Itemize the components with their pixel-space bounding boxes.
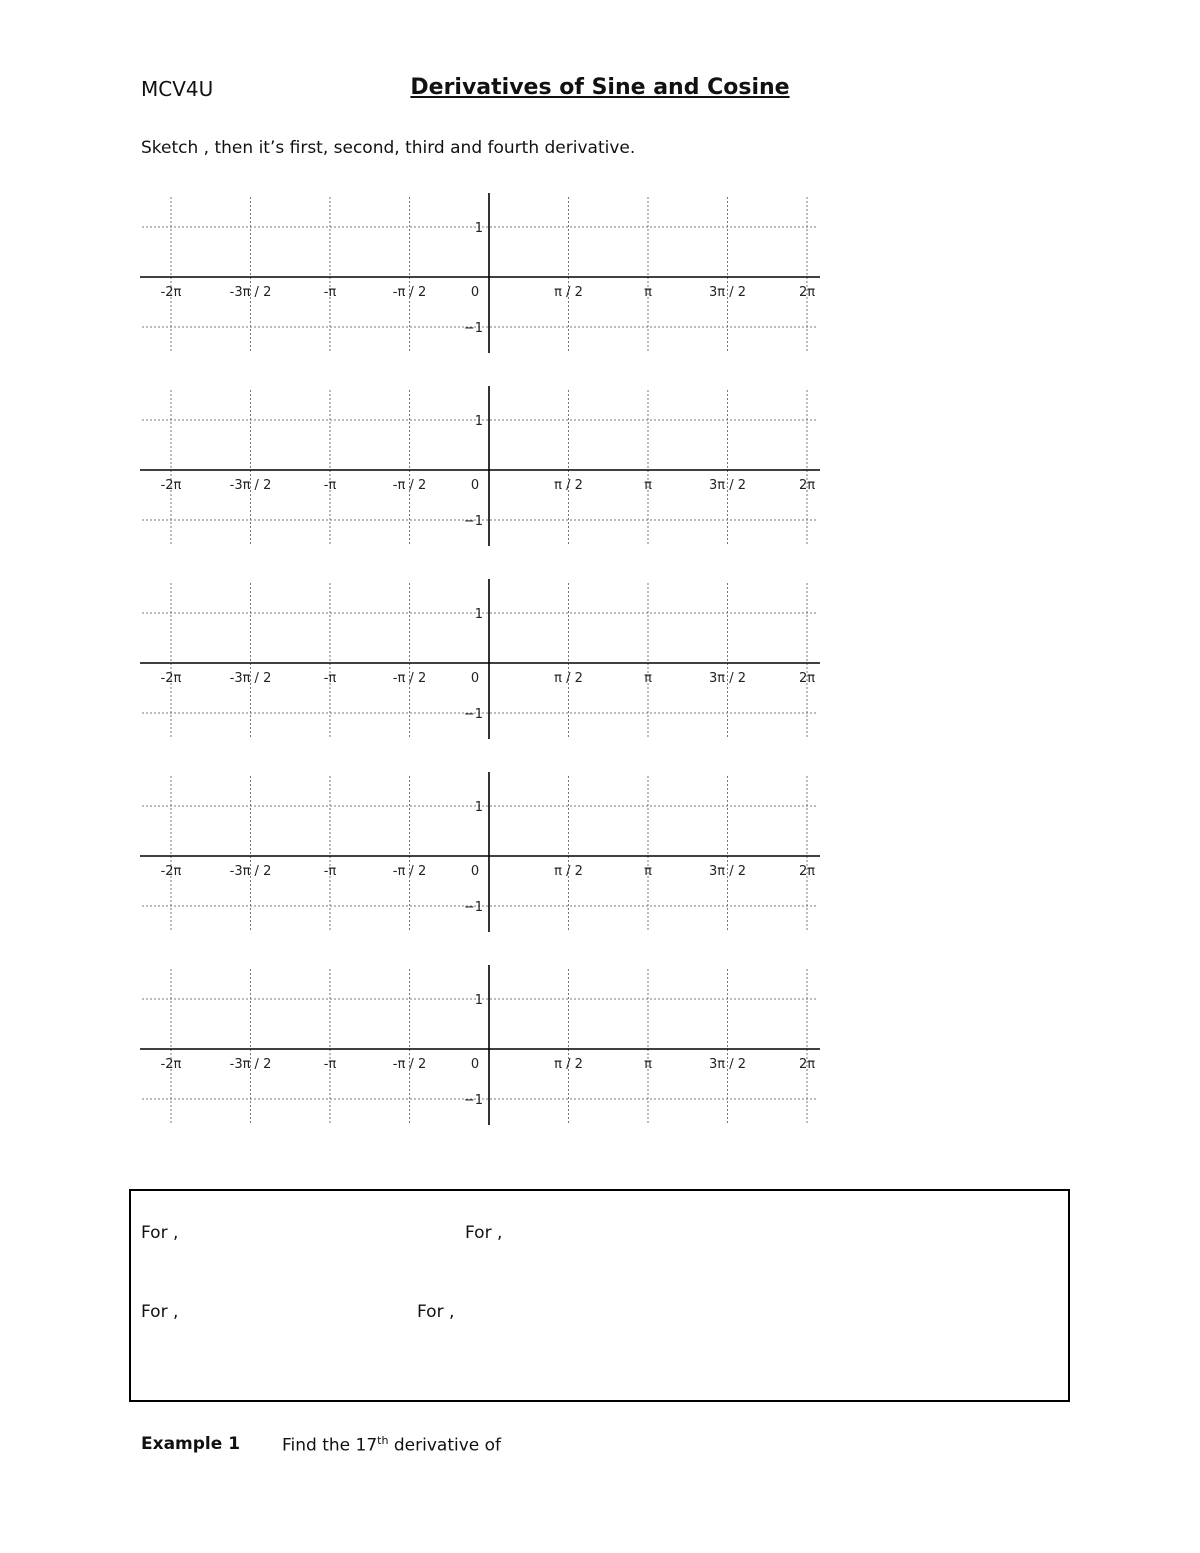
graph-3	[140, 579, 820, 739]
x-tick-label: -π / 2	[392, 285, 427, 300]
y-tick-label: −1	[463, 514, 483, 529]
graph-5-svg	[140, 965, 820, 1125]
x-tick-label: 2π	[798, 285, 816, 300]
x-tick-label: π	[644, 1057, 652, 1072]
x-tick-label: -π / 2	[392, 478, 427, 493]
y-tick-label: −1	[463, 321, 483, 336]
x-tick-label: -π / 2	[392, 1057, 427, 1072]
x-tick-label: -2π	[160, 285, 182, 300]
y-tick-label: −1	[463, 707, 483, 722]
x-tick-label: π / 2	[554, 1057, 583, 1072]
x-tick-label: -π	[323, 1057, 337, 1072]
x-tick-label: -3π / 2	[229, 285, 272, 300]
x-tick-label: -2π	[160, 864, 182, 879]
graph-4-svg	[140, 772, 820, 932]
x-tick-label: -π / 2	[392, 671, 427, 686]
x-tick-label: -2π	[160, 1057, 182, 1072]
x-tick-label: π	[644, 285, 652, 300]
x-tick-label: -2π	[160, 671, 182, 686]
x-tick-label: -3π / 2	[229, 671, 272, 686]
x-tick-label: 3π / 2	[708, 1057, 747, 1072]
x-tick-label: 0	[470, 671, 480, 686]
example-text-before: Find the 17	[282, 1435, 378, 1456]
graph-2	[140, 386, 820, 546]
x-tick-label: -3π / 2	[229, 864, 272, 879]
graph-5	[140, 965, 820, 1125]
x-tick-label: π	[644, 671, 652, 686]
rule-2: For ,	[465, 1223, 503, 1243]
rule-3: For ,	[141, 1302, 179, 1322]
graph-4	[140, 772, 820, 932]
x-tick-label: 3π / 2	[708, 285, 747, 300]
course-code: MCV4U	[141, 77, 214, 101]
x-tick-label: 2π	[798, 864, 816, 879]
x-tick-label: 2π	[798, 478, 816, 493]
x-tick-label: 2π	[798, 1057, 816, 1072]
x-tick-label: 0	[470, 478, 480, 493]
x-tick-label: 0	[470, 864, 480, 879]
example-text-after: derivative of	[388, 1435, 502, 1456]
x-tick-label: -π	[323, 285, 337, 300]
graph-2-svg	[140, 386, 820, 546]
derivative-rules-box	[129, 1189, 1070, 1402]
instruction-text: Sketch , then it’s first, second, third and fourth derivative.	[141, 138, 636, 158]
x-tick-label: π / 2	[554, 285, 583, 300]
x-tick-label: -3π / 2	[229, 1057, 272, 1072]
x-tick-label: π / 2	[554, 478, 583, 493]
rule-1: For ,	[141, 1223, 179, 1243]
y-tick-label: 1	[474, 800, 483, 815]
x-tick-label: -π	[323, 864, 337, 879]
example-1	[141, 1434, 502, 1456]
y-tick-label: −1	[463, 1093, 483, 1108]
x-tick-label: -2π	[160, 478, 182, 493]
graph-1	[140, 193, 820, 353]
example-text	[282, 1434, 501, 1456]
x-tick-label: 2π	[798, 671, 816, 686]
x-tick-label: 3π / 2	[708, 864, 747, 879]
y-tick-label: 1	[474, 607, 483, 622]
y-tick-label: 1	[474, 414, 483, 429]
x-tick-label: -π	[323, 478, 337, 493]
example-label: Example 1	[141, 1434, 241, 1454]
x-tick-label: π	[644, 864, 652, 879]
x-tick-label: 3π / 2	[708, 478, 747, 493]
x-tick-label: 0	[470, 1057, 480, 1072]
rule-4: For ,	[417, 1302, 455, 1322]
y-tick-label: −1	[463, 900, 483, 915]
example-superscript: th	[377, 1434, 389, 1447]
x-tick-label: π	[644, 478, 652, 493]
x-tick-label: π / 2	[554, 671, 583, 686]
x-tick-label: -π	[323, 671, 337, 686]
y-tick-label: 1	[474, 221, 483, 236]
x-tick-label: -π / 2	[392, 864, 427, 879]
x-tick-label: 0	[470, 285, 480, 300]
x-tick-label: -3π / 2	[229, 478, 272, 493]
graph-1-svg	[140, 193, 820, 353]
graph-3-svg	[140, 579, 820, 739]
page-title: Derivatives of Sine and Cosine	[410, 75, 790, 100]
y-tick-label: 1	[474, 993, 483, 1008]
x-tick-label: 3π / 2	[708, 671, 747, 686]
x-tick-label: π / 2	[554, 864, 583, 879]
